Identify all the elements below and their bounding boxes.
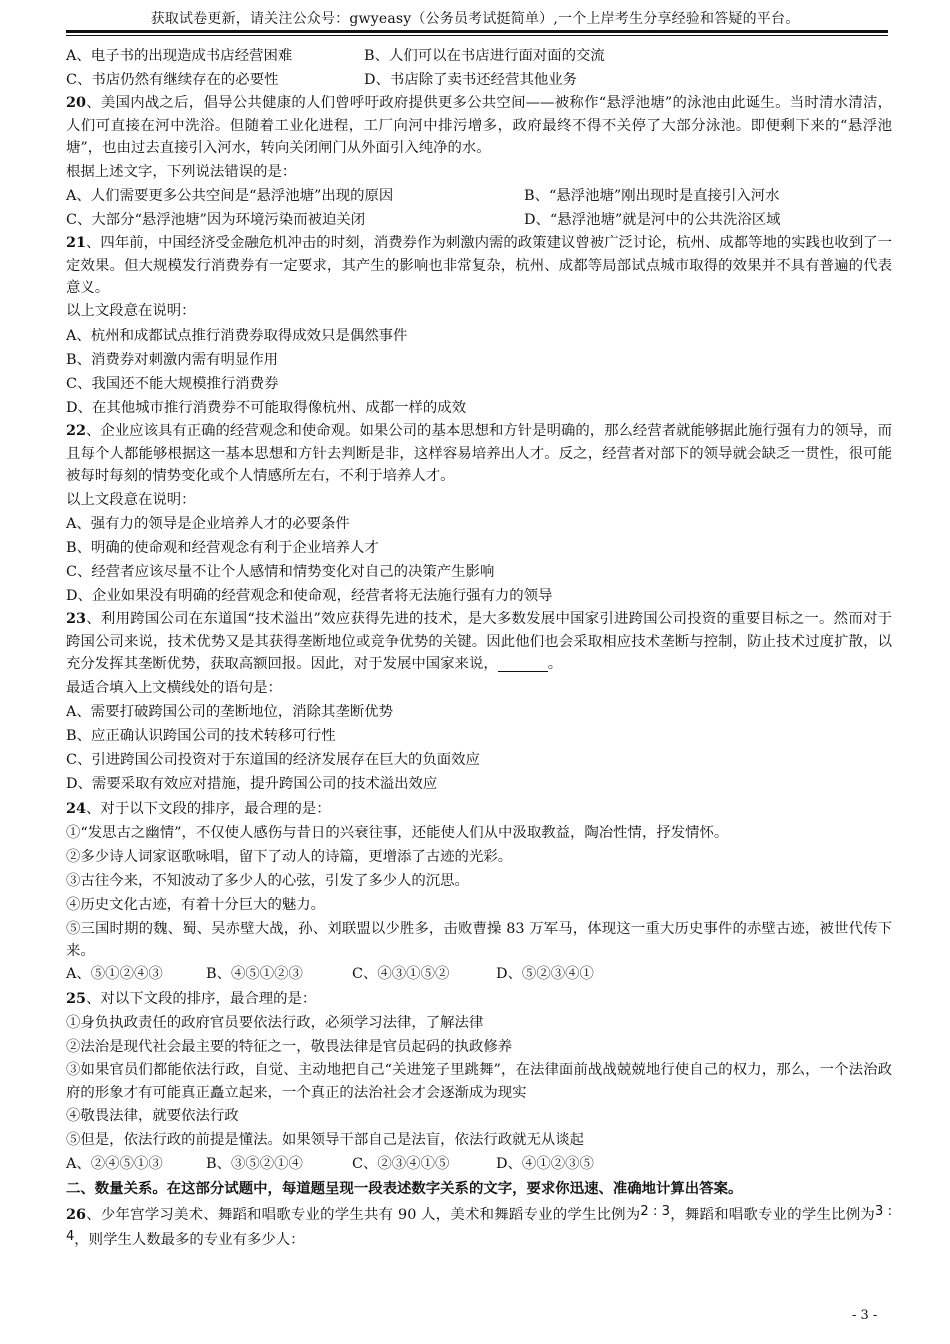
option: C、大部分“悬浮池塘”因为环境污染而被迫关闭 (66, 211, 366, 228)
sentence-5: ⑤但是，依法行政的前提是懂法。如果领导干部自己是法盲，依法行政就无从谈起 (66, 1132, 585, 1149)
q20-options-row-1 (66, 184, 892, 208)
option: A、强有力的领导是企业培养人才的必要条件 (66, 515, 350, 532)
option: A、杭州和成都试点推行消费券取得成效只是偶然事件 (66, 327, 408, 344)
question-number: 22 (66, 422, 87, 440)
question-number: 24 (66, 799, 87, 817)
sentence-4: ④历史文化古迹，有着十分巨大的魅力。 (66, 897, 326, 914)
question-text: 、对以下文段的排序，最合理的是： (86, 990, 317, 1007)
option: B、明确的使命观和经营观念有利于企业培养人才 (66, 539, 379, 556)
sentence-2: ②法治是现代社会最主要的特征之一，敬畏法律是官员起码的执政修养 (66, 1038, 513, 1055)
question-25-stem (66, 987, 892, 1011)
question-number: 26 (66, 1205, 87, 1223)
page-number: - 3 - (852, 1308, 878, 1323)
question-number: 21 (66, 234, 87, 252)
option: C、引进跨国公司投资对于东道国的经济发展存在巨大的负面效应 (66, 752, 480, 769)
question-26-stem (66, 1201, 892, 1252)
option: C、经营者应该尽量不让个人感情和情势变化对自己的决策产生影响 (66, 564, 495, 581)
question-22-stem (66, 420, 892, 487)
q19-options-row-1 (66, 44, 892, 68)
section-heading: 二、数量关系。在这部分试题中，每道题呈现一段表述数字关系的文字，要求你迅速、准确地计算出答案。 (66, 1179, 743, 1197)
question-20-stem (66, 92, 892, 159)
option: B、④⑤①②③ (206, 966, 303, 983)
question-text: ，则学生人数最多的专业有多少人： (74, 1232, 305, 1249)
option: B、人们可以在书店进行面对面的交流 (364, 48, 605, 64)
option: B、③⑤②①④ (206, 1156, 303, 1173)
q24-options (66, 962, 892, 986)
option: D、企业如果没有明确的经营观念和使命观，经营者将无法施行强有力的领导 (66, 588, 553, 605)
option: D、⑤②③④① (496, 966, 594, 983)
option: C、②③④①⑤ (352, 1156, 450, 1173)
sentence-3: ③如果官员们都能依法行政，自觉、主动地把自己“关进笼子里跳舞”，在法律面前战战兢兢地行使自己的权力，那么，一个法治政府的形象才有可能真正矗立起来，一个真正的法治社会才会逐渐成为现实 (66, 1062, 892, 1101)
sentence-1: ①身负执政责任的政府官员要依法行政，必须学习法律，了解法律 (66, 1014, 484, 1031)
option: D、在其他城市推行消费券不可能取得像杭州、成都一样的成效 (66, 400, 467, 417)
sentence-3: ③古往今来，不知波动了多少人的心弦，引发了多少人的沉思。 (66, 873, 469, 890)
option: D、“悬浮池塘”就是河中的公共洗浴区域 (524, 211, 781, 228)
question-number: 23 (66, 610, 87, 628)
question-text: 、企业应该具有正确的经营观念和使命观。如果公司的基本思想和方针是明确的，那么经营者就能够据此施行强有力的领导，而且每个人都能够根据这一基本思想和方针去判断是非，这样容易培养出人才。反之，经营者对部下的领导就会缺乏一贯性，很可能被每时每刻的情势变化或个人情感所左右，不利于培养人才。 (66, 423, 892, 485)
option: D、④①②③⑤ (496, 1156, 594, 1173)
header-rule-thick (66, 30, 888, 33)
question-21-stem (66, 232, 892, 299)
q25-options (66, 1152, 892, 1176)
ratio-formula: 2 : 3 (640, 1203, 671, 1219)
option: C、④③①⑤② (352, 966, 450, 983)
header-rule-thin (66, 35, 888, 36)
option: A、②④⑤①③ (66, 1156, 163, 1173)
question-prompt: 根据上述文字，下列说法错误的是： (66, 163, 297, 180)
question-prompt: 以上文段意在说明： (66, 303, 196, 320)
question-number: 25 (66, 989, 87, 1007)
question-number: 20 (66, 94, 87, 112)
question-24-stem (66, 797, 892, 821)
option: B、应正确认识跨国公司的技术转移可行性 (66, 728, 336, 745)
sentence-4: ④敬畏法律，就要依法行政 (66, 1107, 239, 1124)
option: A、需要打破跨国公司的垄断地位，消除其垄断优势 (66, 703, 393, 720)
ratio-formula: 3 : 4 (66, 1203, 892, 1245)
q20-options-row-2 (66, 208, 892, 232)
question-text: 、美国内战之后，倡导公共健康的人们曾呼吁政府提供更多公共空间——被称作“悬浮池塘”的泳池由此诞生。当时清水清洁，人们可直接在河中洗浴。但随着工业化进程，工厂向河中排污增多，政府最终不得不关停了大部分泳池。即便剩下来的“悬浮池塘”，也由过去直接引入河水，转向关闭闸门从外面引入纯净的水。 (66, 95, 892, 157)
page-header: 获取试卷更新，请关注公众号：gwyeasy（公务员考试挺简单）,一个上岸考生分享经验和答疑的平台。 (150, 11, 800, 27)
question-prompt: 最适合填入上文横线处的语句是： (66, 679, 282, 696)
question-23-stem (66, 608, 892, 675)
option: A、人们需要更多公共空间是“悬浮池塘”出现的原因 (66, 187, 394, 204)
question-text: ，舞蹈和唱歌专业 (670, 1206, 788, 1223)
option: D、需要采取有效应对措施，提升跨国公司的技术溢出效应 (66, 776, 438, 793)
option: A、⑤①②④③ (66, 966, 163, 983)
option: A、电子书的出现造成书店经营困难 (66, 48, 293, 64)
sentence-5: ⑤三国时期的魏、蜀、吴赤壁大战，孙、刘联盟以少胜多，击败曹操 83 万军马，体现这一重大历史事件的赤壁古迹，被世代传下来。 (66, 920, 892, 959)
question-text: 、少年宫学习美术、舞蹈和唱歌专业的学生共有 90 人，美术和舞蹈专业的学生比例为 (86, 1206, 641, 1223)
option: C、书店仍然有继续存在的必要性 (66, 72, 279, 89)
question-text: 的学生比例为 (787, 1206, 875, 1223)
question-prompt: 以上文段意在说明： (66, 491, 196, 508)
question-text: 、利用跨国公司在东道国“技术溢出”效应获得先进的技术，是大多数发展中国家引进跨国公司投资的重要目标之一。然而对于跨国公司来说，技术优势又是其获得垄断地位或竞争优势的关键。因此他们也会采取相应技术垄断与控制，防止技术过度扩散，以充分发挥其垄断优势，获取高额回报。因此，对于发展中国家来说， (66, 611, 892, 673)
option: D、书店除了卖书还经营其他业务 (364, 72, 578, 89)
q19-options-row-2 (66, 68, 892, 92)
sentence-1: ①“发思古之幽情”，不仅使人感伤与昔日的兴衰往事，还能使人们从中汲取教益，陶冶性情，抒发情怀。 (66, 824, 729, 841)
question-text: 、对于以下文段的排序，最合理的是： (86, 800, 331, 817)
document-body (66, 44, 892, 1252)
option: C、我国还不能大规模推行消费券 (66, 375, 279, 392)
sentence-2: ②多少诗人词家讴歌咏唱，留下了动人的诗篇，更增添了古迹的光彩。 (66, 849, 513, 865)
option: B、“悬浮池塘”刚出现时是直接引入河水 (524, 187, 780, 204)
option: B、消费券对刺激内需有明显作用 (66, 351, 279, 368)
fill-in-blank (498, 657, 548, 672)
question-text-end: 。 (547, 656, 563, 673)
question-text: 、四年前，中国经济受金融危机冲击的时刻，消费券作为刺激内需的政策建议曾被广泛讨论，杭州、成都等地的实践也收到了一定效果。但大规模发行消费券有一定要求，其产生的影响也非常复杂，杭州、成都等局部试点城市取得的效果并不具有普遍的代表意义。 (66, 235, 892, 296)
